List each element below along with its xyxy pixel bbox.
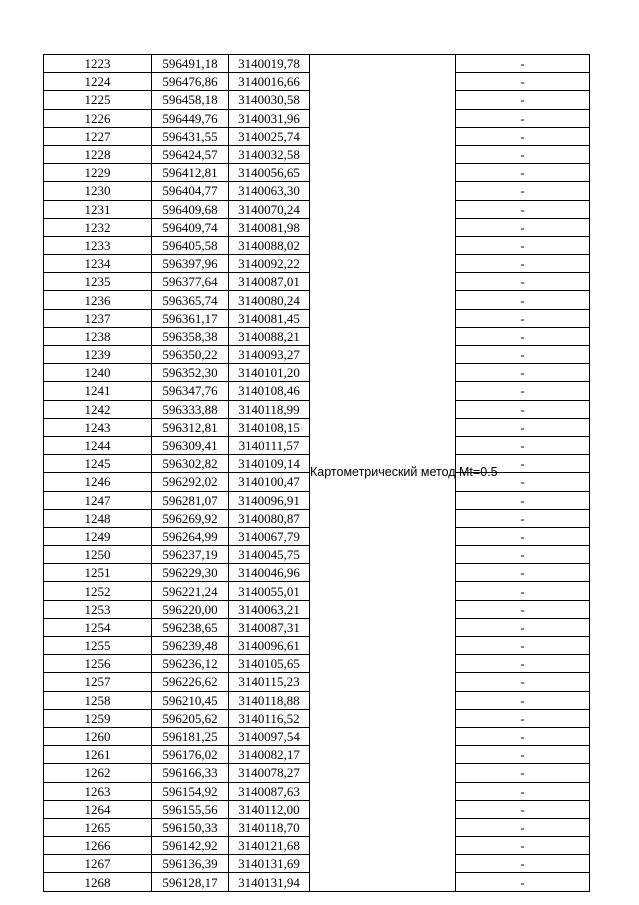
note-cell: - [456,618,590,636]
x-coordinate-cell: 596181,25 [152,727,229,745]
point-number-cell: 1251 [44,564,152,582]
point-number-cell: 1262 [44,764,152,782]
x-coordinate-cell: 596220,00 [152,600,229,618]
point-number-cell: 1265 [44,818,152,836]
y-coordinate-cell: 3140081,98 [229,218,310,236]
x-coordinate-cell: 596238,65 [152,618,229,636]
x-coordinate-cell: 596239,48 [152,637,229,655]
y-coordinate-cell: 3140116,52 [229,709,310,727]
y-coordinate-cell: 3140063,30 [229,182,310,200]
x-coordinate-cell: 596237,19 [152,546,229,564]
note-cell: - [456,127,590,145]
y-coordinate-cell: 3140111,57 [229,436,310,454]
x-coordinate-cell: 596312,81 [152,418,229,436]
point-number-cell: 1253 [44,600,152,618]
note-cell: - [456,291,590,309]
point-number-cell: 1250 [44,546,152,564]
note-cell: - [456,600,590,618]
point-number-cell: 1260 [44,727,152,745]
y-coordinate-cell: 3140070,24 [229,200,310,218]
note-cell: - [456,236,590,254]
x-coordinate-cell: 596347,76 [152,382,229,400]
x-coordinate-cell: 596377,64 [152,273,229,291]
x-coordinate-cell: 596412,81 [152,164,229,182]
point-number-cell: 1254 [44,618,152,636]
y-coordinate-cell: 3140087,31 [229,618,310,636]
point-number-cell: 1238 [44,327,152,345]
point-number-cell: 1263 [44,782,152,800]
note-cell: - [456,691,590,709]
y-coordinate-cell: 3140101,20 [229,364,310,382]
x-coordinate-cell: 596309,41 [152,436,229,454]
x-coordinate-cell: 596352,30 [152,364,229,382]
note-cell: - [456,73,590,91]
point-number-cell: 1266 [44,837,152,855]
x-coordinate-cell: 596476,86 [152,73,229,91]
x-coordinate-cell: 596221,24 [152,582,229,600]
y-coordinate-cell: 3140087,01 [229,273,310,291]
y-coordinate-cell: 3140118,70 [229,818,310,836]
y-coordinate-cell: 3140025,74 [229,127,310,145]
x-coordinate-cell: 596365,74 [152,291,229,309]
note-cell: - [456,818,590,836]
note-cell: - [456,218,590,236]
y-coordinate-cell: 3140118,99 [229,400,310,418]
method-cell: Картометрический метод Mt=0.5 [310,55,456,892]
y-coordinate-cell: 3140081,45 [229,309,310,327]
point-number-cell: 1243 [44,418,152,436]
point-number-cell: 1245 [44,455,152,473]
x-coordinate-cell: 596142,92 [152,837,229,855]
y-coordinate-cell: 3140131,94 [229,873,310,891]
note-cell: - [456,255,590,273]
y-coordinate-cell: 3140092,22 [229,255,310,273]
x-coordinate-cell: 596136,39 [152,855,229,873]
y-coordinate-cell: 3140088,21 [229,327,310,345]
note-cell: - [456,837,590,855]
y-coordinate-cell: 3140016,66 [229,73,310,91]
x-coordinate-cell: 596404,77 [152,182,229,200]
x-coordinate-cell: 596264,99 [152,527,229,545]
note-cell: - [456,182,590,200]
x-coordinate-cell: 596176,02 [152,746,229,764]
x-coordinate-cell: 596449,76 [152,109,229,127]
point-number-cell: 1230 [44,182,152,200]
y-coordinate-cell: 3140019,78 [229,55,310,73]
note-cell: - [456,564,590,582]
point-number-cell: 1247 [44,491,152,509]
y-coordinate-cell: 3140032,58 [229,145,310,163]
point-number-cell: 1240 [44,364,152,382]
point-number-cell: 1236 [44,291,152,309]
note-cell: - [456,709,590,727]
note-cell: - [456,327,590,345]
y-coordinate-cell: 3140096,91 [229,491,310,509]
note-cell: - [456,582,590,600]
point-number-cell: 1252 [44,582,152,600]
y-coordinate-cell: 3140088,02 [229,236,310,254]
x-coordinate-cell: 596361,17 [152,309,229,327]
x-coordinate-cell: 596269,92 [152,509,229,527]
y-coordinate-cell: 3140121,68 [229,837,310,855]
x-coordinate-cell: 596431,55 [152,127,229,145]
y-coordinate-cell: 3140080,24 [229,291,310,309]
x-coordinate-cell: 596205,62 [152,709,229,727]
point-number-cell: 1232 [44,218,152,236]
note-cell: - [456,364,590,382]
note-cell: - [456,473,590,491]
point-number-cell: 1259 [44,709,152,727]
x-coordinate-cell: 596292,02 [152,473,229,491]
point-number-cell: 1231 [44,200,152,218]
y-coordinate-cell: 3140055,01 [229,582,310,600]
y-coordinate-cell: 3140080,87 [229,509,310,527]
point-number-cell: 1257 [44,673,152,691]
point-number-cell: 1227 [44,127,152,145]
y-coordinate-cell: 3140131,69 [229,855,310,873]
y-coordinate-cell: 3140087,63 [229,782,310,800]
note-cell: - [456,455,590,473]
note-cell: - [456,55,590,73]
note-cell: - [456,527,590,545]
point-number-cell: 1264 [44,800,152,818]
x-coordinate-cell: 596229,30 [152,564,229,582]
y-coordinate-cell: 3140100,47 [229,473,310,491]
note-cell: - [456,764,590,782]
x-coordinate-cell: 596150,33 [152,818,229,836]
y-coordinate-cell: 3140093,27 [229,346,310,364]
point-number-cell: 1229 [44,164,152,182]
note-cell: - [456,546,590,564]
point-number-cell: 1242 [44,400,152,418]
y-coordinate-cell: 3140082,17 [229,746,310,764]
note-cell: - [456,382,590,400]
x-coordinate-cell: 596409,74 [152,218,229,236]
point-number-cell: 1233 [44,236,152,254]
point-number-cell: 1261 [44,746,152,764]
point-number-cell: 1267 [44,855,152,873]
x-coordinate-cell: 596128,17 [152,873,229,891]
x-coordinate-cell: 596333,88 [152,400,229,418]
y-coordinate-cell: 3140046,96 [229,564,310,582]
point-number-cell: 1234 [44,255,152,273]
note-cell: - [456,273,590,291]
x-coordinate-cell: 596350,22 [152,346,229,364]
x-coordinate-cell: 596281,07 [152,491,229,509]
x-coordinate-cell: 596397,96 [152,255,229,273]
note-cell: - [456,655,590,673]
y-coordinate-cell: 3140108,15 [229,418,310,436]
document-page [43,54,590,892]
note-cell: - [456,309,590,327]
y-coordinate-cell: 3140115,23 [229,673,310,691]
y-coordinate-cell: 3140109,14 [229,455,310,473]
y-coordinate-cell: 3140096,61 [229,637,310,655]
point-number-cell: 1244 [44,436,152,454]
note-cell: - [456,91,590,109]
table-row [44,55,590,73]
point-number-cell: 1237 [44,309,152,327]
y-coordinate-cell: 3140112,00 [229,800,310,818]
point-number-cell: 1223 [44,55,152,73]
x-coordinate-cell: 596491,18 [152,55,229,73]
x-coordinate-cell: 596226,62 [152,673,229,691]
point-number-cell: 1226 [44,109,152,127]
note-cell: - [456,346,590,364]
x-coordinate-cell: 596302,82 [152,455,229,473]
point-number-cell: 1228 [44,145,152,163]
note-cell: - [456,400,590,418]
note-cell: - [456,509,590,527]
point-number-cell: 1248 [44,509,152,527]
note-cell: - [456,200,590,218]
point-number-cell: 1258 [44,691,152,709]
y-coordinate-cell: 3140056,65 [229,164,310,182]
y-coordinate-cell: 3140031,96 [229,109,310,127]
x-coordinate-cell: 596236,12 [152,655,229,673]
point-number-cell: 1235 [44,273,152,291]
x-coordinate-cell: 596405,58 [152,236,229,254]
x-coordinate-cell: 596409,68 [152,200,229,218]
x-coordinate-cell: 596458,18 [152,91,229,109]
y-coordinate-cell: 3140045,75 [229,546,310,564]
point-number-cell: 1256 [44,655,152,673]
x-coordinate-cell: 596154,92 [152,782,229,800]
note-cell: - [456,491,590,509]
note-cell: - [456,436,590,454]
y-coordinate-cell: 3140067,79 [229,527,310,545]
y-coordinate-cell: 3140097,54 [229,727,310,745]
note-cell: - [456,782,590,800]
point-number-cell: 1241 [44,382,152,400]
coordinates-table-body [44,55,590,892]
x-coordinate-cell: 596166,33 [152,764,229,782]
x-coordinate-cell: 596358,38 [152,327,229,345]
point-number-cell: 1246 [44,473,152,491]
y-coordinate-cell: 3140030,58 [229,91,310,109]
note-cell: - [456,800,590,818]
note-cell: - [456,109,590,127]
point-number-cell: 1224 [44,73,152,91]
point-number-cell: 1239 [44,346,152,364]
point-number-cell: 1268 [44,873,152,891]
point-number-cell: 1255 [44,637,152,655]
note-cell: - [456,727,590,745]
y-coordinate-cell: 3140118,88 [229,691,310,709]
note-cell: - [456,873,590,891]
note-cell: - [456,164,590,182]
x-coordinate-cell: 596424,57 [152,145,229,163]
point-number-cell: 1225 [44,91,152,109]
coordinates-table [43,54,590,892]
y-coordinate-cell: 3140108,46 [229,382,310,400]
note-cell: - [456,418,590,436]
note-cell: - [456,855,590,873]
y-coordinate-cell: 3140078,27 [229,764,310,782]
x-coordinate-cell: 596210,45 [152,691,229,709]
x-coordinate-cell: 596155,56 [152,800,229,818]
y-coordinate-cell: 3140105,65 [229,655,310,673]
point-number-cell: 1249 [44,527,152,545]
note-cell: - [456,746,590,764]
y-coordinate-cell: 3140063,21 [229,600,310,618]
note-cell: - [456,637,590,655]
note-cell: - [456,673,590,691]
note-cell: - [456,145,590,163]
